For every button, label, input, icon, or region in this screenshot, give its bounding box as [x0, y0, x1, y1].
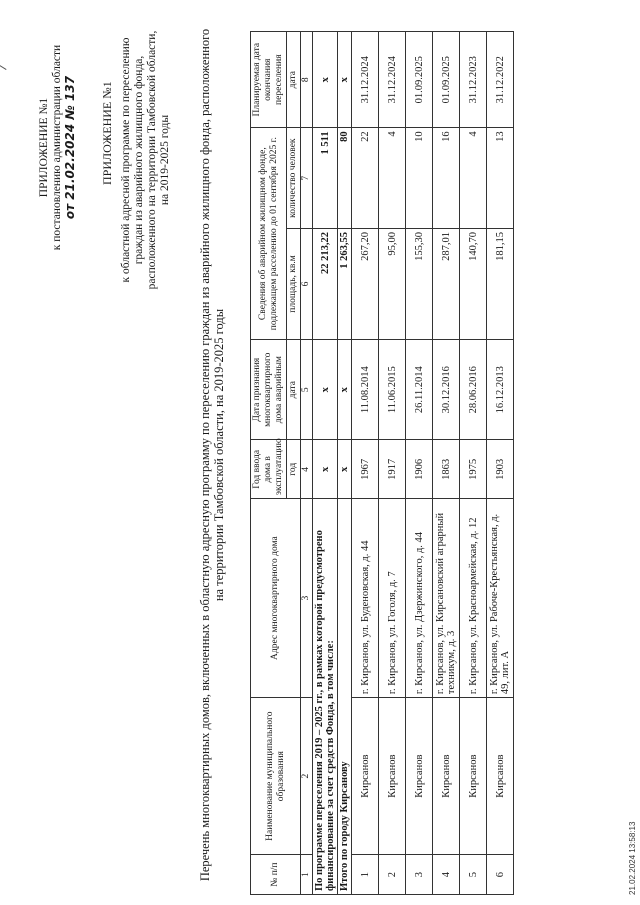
row-end-date: 31.12.2022	[487, 32, 514, 128]
row-address: г. Кирсанов, ул. Рабоче-Крестьянская, д. 49, лит. А	[487, 499, 514, 698]
col-number: 5	[301, 339, 313, 440]
column-number-row	[301, 32, 313, 895]
document-title: Перечень многоквартирных домов, включенных в областную адресную программу по переселению граждан из аварийного жилищного фонда, расположенного на территории Тамбовской области, на 2019-2025 годы	[198, 28, 226, 882]
row-date: 11.06.2015	[379, 339, 406, 440]
col-number: 6	[301, 228, 313, 339]
row-number: 2	[379, 855, 406, 895]
row-area: 181,15	[487, 228, 514, 339]
total-label: По программе переселения 2019 – 2025 гг., в рамках которой предусмотрено финансирование за счет средств Фонда, в том числе:	[313, 499, 338, 895]
row-number: 6	[487, 855, 514, 895]
appendix-decree: к постановлению администрации области	[51, 44, 63, 251]
row-municipality: Кирсанов	[379, 698, 406, 855]
table-row	[379, 32, 406, 895]
total-row	[313, 32, 338, 895]
city-end: x	[338, 32, 352, 128]
city-year: x	[338, 440, 352, 499]
print-timestamp: 21.02.2024 13:58:13	[628, 821, 637, 895]
row-area: 155,30	[406, 228, 433, 339]
table-body	[352, 32, 514, 895]
row-year: 1975	[460, 440, 487, 499]
city-label: Итого по городу Кирсанову	[338, 499, 352, 895]
scan-mark	[0, 32, 7, 70]
table-row	[352, 32, 379, 895]
row-date: 30.12.2016	[433, 339, 460, 440]
header-row	[251, 32, 287, 895]
subheader-area: площадь, кв.м	[287, 228, 301, 339]
col-number: 7	[301, 128, 313, 229]
col-number: 1	[301, 855, 313, 895]
col-number: 2	[301, 698, 313, 855]
col-number: 8	[301, 32, 313, 128]
row-end-date: 01.09.2025	[406, 32, 433, 128]
handwritten-date-number: от 21.02.2024 № 137	[63, 75, 77, 220]
table-row	[406, 32, 433, 895]
houses-table	[250, 31, 514, 895]
row-municipality: Кирсанов	[460, 698, 487, 855]
row-municipality: Кирсанов	[352, 698, 379, 855]
row-number: 1	[352, 855, 379, 895]
header-year-built: Год ввода дома в эксплуатацию	[251, 440, 287, 499]
total-date: x	[313, 339, 338, 440]
city-people: 80	[338, 128, 352, 229]
row-number: 5	[460, 855, 487, 895]
row-number: 3	[406, 855, 433, 895]
appendix-label-2: ПРИЛОЖЕНИЕ №1	[100, 81, 114, 185]
row-people: 4	[379, 128, 406, 229]
program-line: граждан из аварийного жилищного фонда,	[133, 55, 145, 265]
row-municipality: Кирсанов	[406, 698, 433, 855]
row-year: 1967	[352, 440, 379, 499]
row-date: 16.12.2013	[487, 339, 514, 440]
total-end: x	[313, 32, 338, 128]
total-area: 22 213,22	[313, 228, 338, 339]
row-end-date: 31.12.2024	[352, 32, 379, 128]
row-address: г. Кирсанов, ул. Гоголя, д. 7	[379, 499, 406, 698]
row-date: 26.11.2014	[406, 339, 433, 440]
row-municipality: Кирсанов	[487, 698, 514, 855]
appendix-label: ПРИЛОЖЕНИЕ №1	[38, 97, 50, 198]
program-line: на 2019-2025 годы	[159, 114, 171, 206]
row-year: 1917	[379, 440, 406, 499]
table-row	[487, 32, 514, 895]
row-address: г. Кирсанов, ул. Красноармейская, д. 12	[460, 499, 487, 698]
subheader-date: дата	[287, 339, 301, 440]
header-num: № п/п	[251, 855, 301, 895]
col-number: 3	[301, 499, 313, 698]
row-date: 28.06.2016	[460, 339, 487, 440]
subheader-end-date: дата	[287, 32, 301, 128]
row-number: 4	[433, 855, 460, 895]
row-area: 267,20	[352, 228, 379, 339]
header-address: Адрес многоквартирного дома	[251, 499, 301, 698]
row-people: 22	[352, 128, 379, 229]
row-address: г. Кирсанов, ул. Кирсановский аграрный техникум, д. 3	[433, 499, 460, 698]
col-number: 4	[301, 440, 313, 499]
row-area: 95,00	[379, 228, 406, 339]
table-row	[433, 32, 460, 895]
header-fund: Сведения об аварийном жилищном фонде, подлежащем расселению до 01 сентября 2025 г.	[251, 128, 287, 340]
city-date: x	[338, 339, 352, 440]
row-address: г. Кирсанов, ул. Буденовская, д. 44	[352, 499, 379, 698]
header-recognition: Дата признания многоквартирного дома аварийным	[251, 339, 287, 440]
row-municipality: Кирсанов	[433, 698, 460, 855]
subheader-people: количество человек	[287, 128, 301, 229]
subheader-year: год	[287, 440, 301, 499]
appendix-stamp	[38, 30, 77, 265]
program-line: к областной адресной программе по переселению	[120, 37, 132, 283]
header-municipality: Наименование муниципального образования	[251, 698, 301, 855]
row-address: г. Кирсанов, ул. Дзержинского, д. 44	[406, 499, 433, 698]
row-area: 140,70	[460, 228, 487, 339]
row-year: 1903	[487, 440, 514, 499]
table-row	[460, 32, 487, 895]
row-people: 10	[406, 128, 433, 229]
total-year: x	[313, 440, 338, 499]
row-people: 4	[460, 128, 487, 229]
city-total-row	[338, 32, 352, 895]
row-people: 16	[433, 128, 460, 229]
row-area: 287,01	[433, 228, 460, 339]
program-line: расположенного на территории Тамбовской области,	[146, 30, 158, 290]
row-end-date: 31.12.2024	[379, 32, 406, 128]
row-year: 1863	[433, 440, 460, 499]
program-reference	[120, 25, 172, 295]
row-year: 1906	[406, 440, 433, 499]
row-end-date: 01.09.2025	[433, 32, 460, 128]
row-end-date: 31.12.2023	[460, 32, 487, 128]
row-date: 11.08.2014	[352, 339, 379, 440]
total-people: 1 511	[313, 128, 338, 229]
header-planned: Планируемая дата окончания переселения	[251, 32, 287, 128]
row-people: 13	[487, 128, 514, 229]
city-area: 1 263,55	[338, 228, 352, 339]
